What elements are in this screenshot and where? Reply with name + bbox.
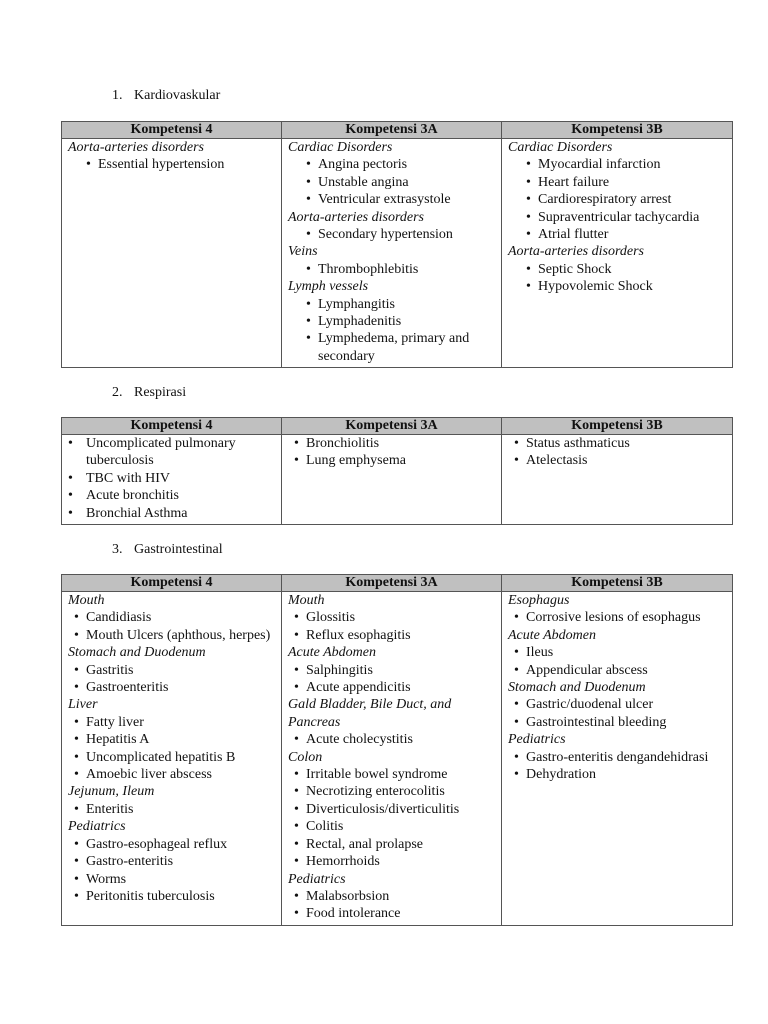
category-label: Mouth: [288, 593, 325, 608]
list-item: • Gastritis: [68, 662, 275, 679]
section-title-text: Gastrointestinal: [134, 542, 223, 557]
list-item: • Secondary hypertension: [288, 226, 495, 243]
list-item: • Diverticulosis/diverticulitis: [288, 801, 495, 818]
list-item: • Ventricular extrasystole: [288, 191, 495, 208]
list-item: • Gastro-enteritis dengandehidrasi: [508, 749, 726, 766]
section-title-gastrointestinal: [112, 542, 223, 558]
list-item: • Heart failure: [508, 174, 726, 191]
category-label: Stomach and Duodenum: [508, 680, 646, 696]
column-header: Kompetensi 3B: [502, 575, 733, 592]
list-item: • Lymphangitis: [288, 296, 495, 313]
list-item: • Gastro-enteritis: [68, 853, 275, 870]
item-list: [288, 226, 495, 243]
list-item: • Acute appendicitis: [288, 679, 495, 696]
item-list: [288, 731, 495, 748]
list-item: • Hypovolemic Shock: [508, 278, 726, 295]
category-label: Veins: [288, 244, 318, 260]
table-cell: [62, 139, 282, 368]
item-list: [508, 435, 726, 470]
item-list: [68, 435, 275, 522]
item-list: [288, 888, 495, 923]
item-list: [288, 296, 495, 366]
list-item: • Appendicular abscess: [508, 662, 726, 679]
section-title-text: Kardiovaskular: [134, 88, 221, 103]
list-item: • Gastroenteritis: [68, 679, 275, 696]
item-list: [288, 435, 495, 470]
column-header: Kompetensi 3A: [282, 122, 502, 139]
section-title-text: Respirasi: [134, 385, 187, 400]
list-item: • Irritable bowel syndrome: [288, 766, 495, 783]
table-respirasi: [61, 417, 733, 525]
column-header: Kompetensi 3B: [502, 122, 733, 139]
table-cell: [62, 435, 282, 525]
category-label: Acute Abdomen: [288, 645, 376, 661]
list-item: • Acute cholecystitis: [288, 731, 495, 748]
table-kardiovaskular: [61, 121, 733, 368]
list-item: • Septic Shock: [508, 261, 726, 278]
list-item: • Ileus: [508, 644, 726, 661]
table-cell: [282, 435, 502, 525]
list-item: • Myocardial infarction: [508, 156, 726, 173]
category-label: Cardiac Disorders: [288, 140, 393, 155]
list-item: • Necrotizing enterocolitis: [288, 783, 495, 800]
list-item: • Fatty liver: [68, 714, 275, 731]
category-label: Colon: [288, 749, 323, 765]
column-header: Kompetensi 3A: [282, 418, 502, 435]
list-item: • Peritonitis tuberculosis: [68, 888, 275, 905]
list-item: • Cardiorespiratory arrest: [508, 191, 726, 208]
section-number: 3.: [112, 542, 123, 557]
item-list: [508, 609, 726, 626]
item-list: [68, 801, 275, 818]
table-cell: [502, 592, 733, 926]
list-item: • Salphingitis: [288, 662, 495, 679]
item-list: [288, 609, 495, 644]
list-item: • Candidiasis: [68, 609, 275, 626]
list-item: • Lung emphysema: [288, 452, 495, 469]
table-cell: [502, 435, 733, 525]
category-label: Mouth: [68, 593, 105, 608]
list-item: • Bronchial Asthma: [68, 505, 275, 522]
category-label: Stomach and Duodenum: [68, 645, 206, 661]
category-label: Jejunum, Ileum: [68, 784, 155, 800]
list-item: • Gastric/duodenal ulcer: [508, 696, 726, 713]
category-label: Pediatrics: [68, 819, 126, 835]
category-label: Pediatrics: [508, 732, 566, 748]
list-item: • Reflux esophagitis: [288, 627, 495, 644]
list-item: • Hemorrhoids: [288, 853, 495, 870]
item-list: [508, 156, 726, 243]
list-item: • Hepatitis A: [68, 731, 275, 748]
item-list: [68, 836, 275, 906]
table-cell: [282, 139, 502, 368]
item-list: [288, 662, 495, 697]
category-label: Liver: [68, 697, 98, 713]
category-label: Pediatrics: [288, 871, 346, 887]
table-cell: [282, 592, 502, 926]
list-item: • Lymphedema, primary and secondary: [288, 330, 495, 365]
list-item: • Rectal, anal prolapse: [288, 836, 495, 853]
column-header: Kompetensi 4: [62, 418, 282, 435]
category-label: Cardiac Disorders: [508, 140, 613, 155]
list-item: • Food intolerance: [288, 905, 495, 922]
list-item: • Unstable angina: [288, 174, 495, 191]
item-list: [508, 696, 726, 731]
item-list: [68, 609, 275, 644]
item-list: [508, 261, 726, 296]
item-list: [288, 156, 495, 208]
category-label: Gald Bladder, Bile Duct, and Pancreas: [288, 697, 452, 730]
list-item: • Malabsorbsion: [288, 888, 495, 905]
list-item: • Status asthmaticus: [508, 435, 726, 452]
list-item: • Atelectasis: [508, 452, 726, 469]
list-item: • Acute bronchitis: [68, 487, 275, 504]
list-item: • Dehydration: [508, 766, 726, 783]
item-list: [288, 261, 495, 278]
list-item: • Gastrointestinal bleeding: [508, 714, 726, 731]
section-title-respirasi: [112, 385, 186, 401]
list-item: • Glossitis: [288, 609, 495, 626]
list-item: • Supraventricular tachycardia: [508, 209, 726, 226]
list-item: • Worms: [68, 871, 275, 888]
list-item: • Uncomplicated hepatitis B: [68, 749, 275, 766]
list-item: • Angina pectoris: [288, 156, 495, 173]
category-label: Esophagus: [508, 593, 570, 608]
section-number: 2.: [112, 385, 123, 400]
section-number: 1.: [112, 88, 123, 103]
list-item: • Gastro-esophageal reflux: [68, 836, 275, 853]
list-item: • Bronchiolitis: [288, 435, 495, 452]
table-cell: [62, 592, 282, 926]
table-cell: [502, 139, 733, 368]
table-gastrointestinal: [61, 574, 733, 926]
list-item: • Thrombophlebitis: [288, 261, 495, 278]
list-item: • TBC with HIV: [68, 470, 275, 487]
category-label: Aorta-arteries disorders: [288, 209, 424, 225]
column-header: Kompetensi 3B: [502, 418, 733, 435]
item-list: [68, 662, 275, 697]
list-item: • Mouth Ulcers (aphthous, herpes): [68, 627, 275, 644]
list-item: • Colitis: [288, 818, 495, 835]
list-item: • Enteritis: [68, 801, 275, 818]
list-item: • Essential hypertension: [68, 156, 275, 173]
item-list: [508, 644, 726, 679]
category-label: Acute Abdomen: [508, 627, 596, 643]
column-header: Kompetensi 3A: [282, 575, 502, 592]
column-header: Kompetensi 4: [62, 575, 282, 592]
list-item: • Atrial flutter: [508, 226, 726, 243]
item-list: [288, 766, 495, 870]
item-list: [68, 156, 275, 173]
list-item: • Lymphadenitis: [288, 313, 495, 330]
category-label: Lymph vessels: [288, 279, 369, 295]
column-header: Kompetensi 4: [62, 122, 282, 139]
item-list: [68, 714, 275, 784]
item-list: [508, 749, 726, 784]
list-item: • Uncomplicated pulmonary tuberculosis: [68, 435, 275, 470]
list-item: • Amoebic liver abscess: [68, 766, 275, 783]
section-title-kardiovaskular: [112, 88, 220, 104]
category-label: Aorta-arteries disorders: [68, 140, 204, 155]
category-label: Aorta-arteries disorders: [508, 244, 644, 260]
list-item: • Corrosive lesions of esophagus: [508, 609, 726, 626]
